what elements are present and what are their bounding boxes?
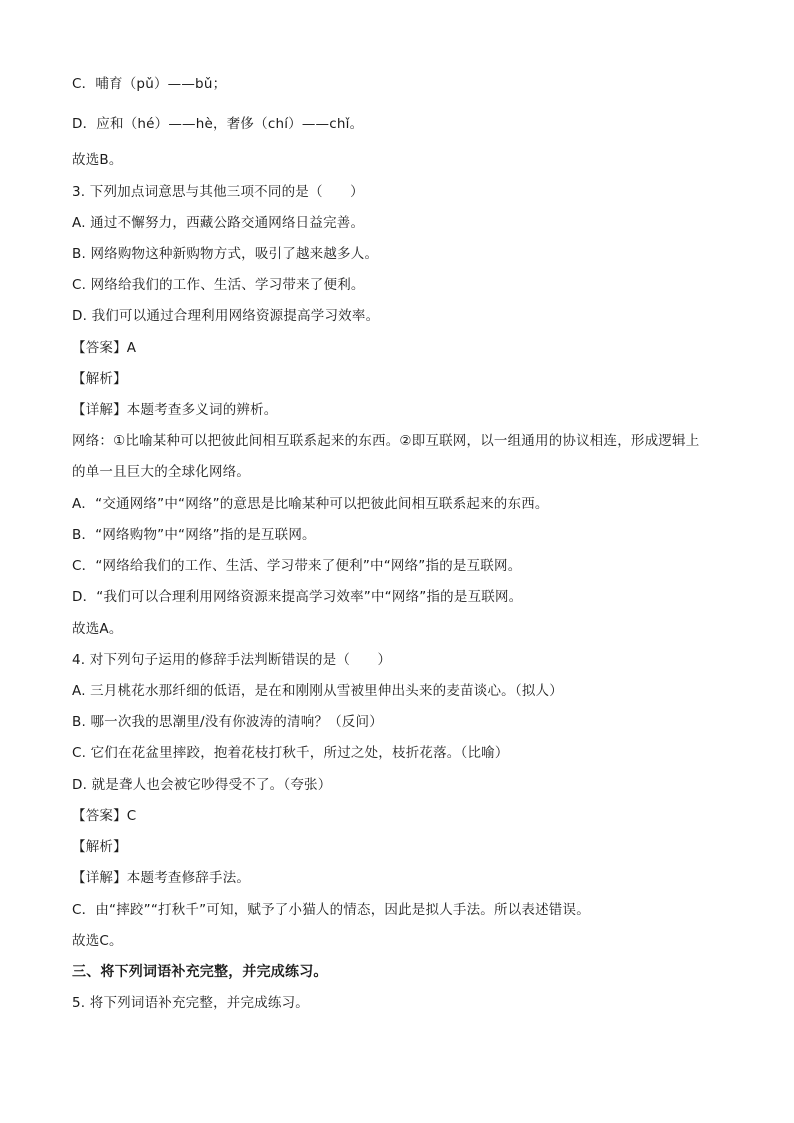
question-3-option-c: C. 网络给我们的工作、生活、学习带来了便利。 bbox=[72, 277, 365, 293]
question-3-explain-d: D．“我们可以合理利用网络资源来提高学习效率”中“网络”指的是互联网。 bbox=[72, 589, 523, 605]
question-3-analysis-heading: 【解析】 bbox=[72, 371, 127, 387]
question-5-stem: 5. 将下列词语补充完整，并完成练习。 bbox=[72, 995, 309, 1011]
question-3-definition-line-2: 的单一且巨大的全球化网络。 bbox=[72, 464, 251, 480]
question-3-explain-c: C．“网络给我们的工作、生活、学习带来了便利”中“网络”指的是互联网。 bbox=[72, 558, 522, 574]
question-3-option-a: A. 通过不懈努力，西藏公路交通网络日益完善。 bbox=[72, 215, 365, 231]
question-3-detail: 【详解】本题考查多义词的辨析。 bbox=[72, 402, 278, 418]
answer-choice-b: 故选B。 bbox=[72, 152, 123, 168]
question-3-answer: 【答案】A bbox=[72, 340, 137, 356]
question-4-option-c: C. 它们在花盆里摔跤，抱着花枝打秋千，所过之处，枝折花落。（比喻） bbox=[72, 745, 509, 761]
question-3-option-b: B. 网络购物这种新购物方式，吸引了越来越多人。 bbox=[72, 246, 379, 262]
option-c-pinyin: C．哺育（pǔ）——bǔ； bbox=[72, 76, 227, 92]
question-4-stem: 4. 对下列句子运用的修辞手法判断错误的是（ ） bbox=[72, 652, 392, 668]
question-3-stem: 3. 下列加点词意思与其他三项不同的是（ ） bbox=[72, 184, 364, 200]
question-4-detail: 【详解】本题考查修辞手法。 bbox=[72, 870, 251, 886]
question-3-explain-b: B．“网络购物”中“网络”指的是互联网。 bbox=[72, 527, 316, 543]
section-3-heading: 三、将下列词语补充完整，并完成练习。 bbox=[72, 964, 328, 980]
option-d-pinyin: D．应和（hé）——hè，奢侈（chí）——chǐ。 bbox=[72, 116, 364, 132]
question-3-definition-line-1: 网络：①比喻某种可以把彼此间相互联系起来的东西。②即互联网，以一组通用的协议相连，形成逻辑上 bbox=[72, 433, 700, 449]
question-4-option-d: D. 就是聋人也会被它吵得受不了。（夸张） bbox=[72, 777, 332, 793]
question-4-answer: 【答案】C bbox=[72, 808, 137, 824]
question-3-explain-a: A．“交通网络”中“网络”的意思是比喻某种可以把彼此间相互联系起来的东西。 bbox=[72, 496, 549, 512]
question-4-option-a: A. 三月桃花水那纤细的低语，是在和刚刚从雪被里伸出头来的麦苗谈心。（拟人） bbox=[72, 683, 563, 699]
question-4-explain-c: C．由“摔跤”“打秋千”可知，赋予了小猫人的情态，因此是拟人手法。所以表述错误。 bbox=[72, 902, 590, 918]
question-4-option-b: B. 哪一次我的思潮里/没有你波涛的清响？（反问） bbox=[72, 714, 383, 730]
answer-choice-a: 故选A。 bbox=[72, 621, 123, 637]
answer-choice-c: 故选C。 bbox=[72, 933, 123, 949]
question-3-option-d: D. 我们可以通过合理利用网络资源提高学习效率。 bbox=[72, 308, 380, 324]
question-4-analysis-heading: 【解析】 bbox=[72, 839, 127, 855]
